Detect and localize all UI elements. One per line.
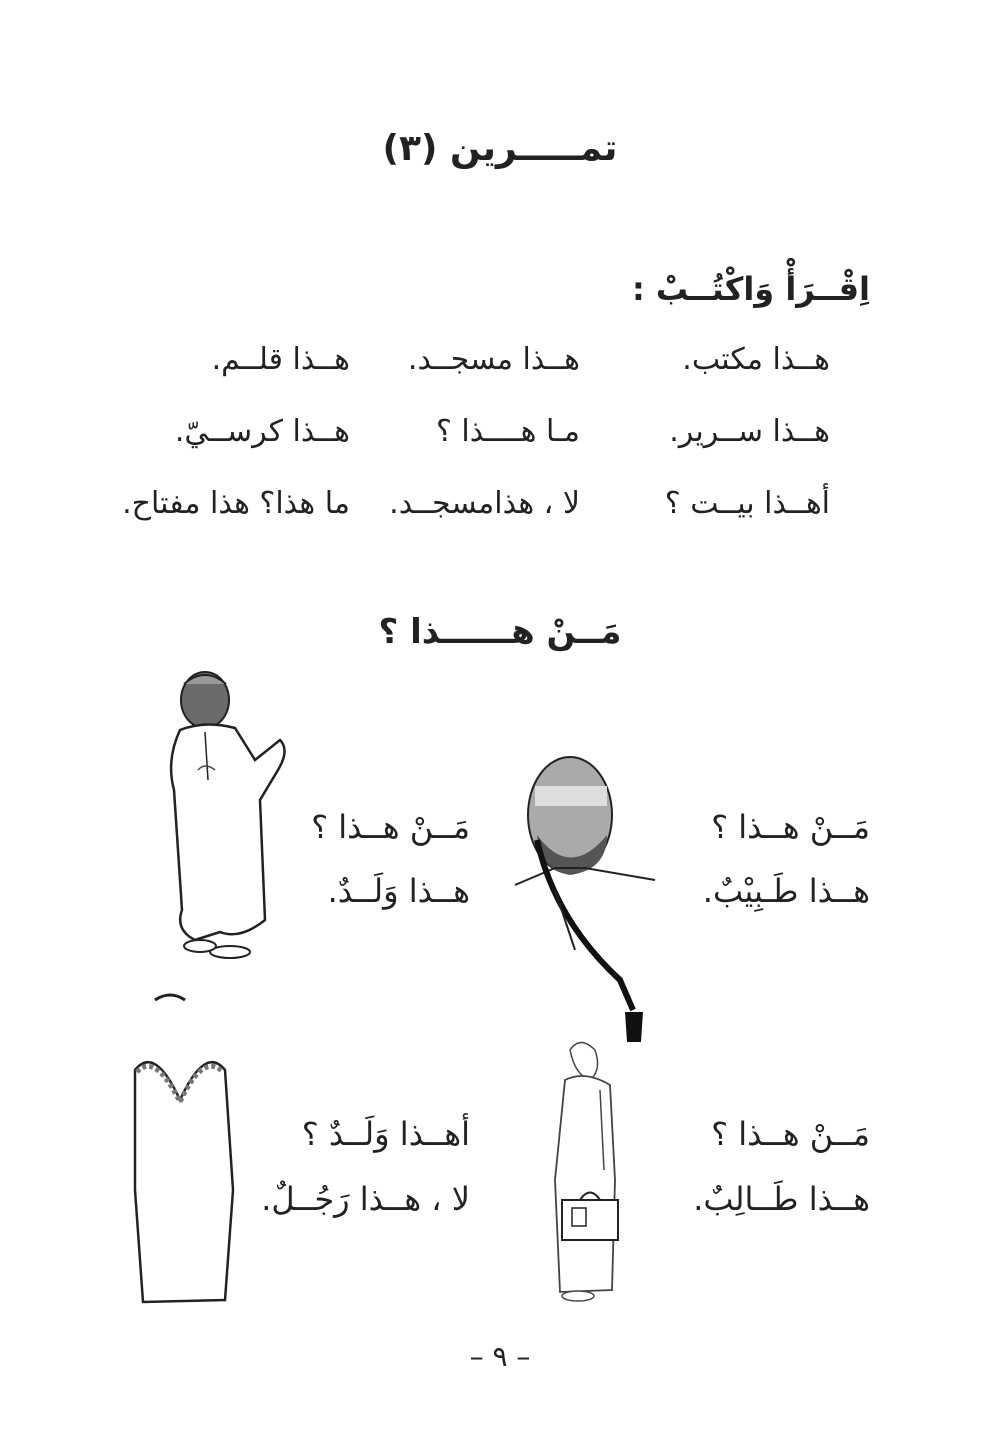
student-illustration bbox=[540, 1030, 640, 1310]
sentence-r2-c3: هــذا كرســيّ. bbox=[174, 414, 350, 449]
boy-illustration bbox=[160, 670, 300, 970]
sentence-r2-c2: مـا هــــذا ؟ bbox=[435, 414, 580, 449]
sentence-r2-c1: هــذا ســرير. bbox=[669, 414, 830, 449]
dialogue-boy-answer: هــذا وَلَــدٌ. bbox=[327, 872, 470, 910]
sentence-r3-c2: لا ، هذامسجــد. bbox=[389, 486, 580, 521]
sentence-r3-c1: أهــذا بيــت ؟ bbox=[664, 486, 830, 521]
dialogue-boy-question: مَــنْ هــذا ؟ bbox=[311, 808, 470, 846]
dialogue-man-question: أهــذا وَلَــدٌ ؟ bbox=[301, 1115, 470, 1153]
sentence-r1-c2: هــذا مسجــد. bbox=[407, 342, 580, 377]
sentence-r1-c3: هــذا قلــم. bbox=[211, 342, 350, 377]
exercise-instruction: اِقْــرَأْ وَاكْتُــبْ : bbox=[631, 270, 870, 308]
sentence-r1-c1: هــذا مكتب. bbox=[682, 342, 830, 377]
dialogue-man-answer: لا ، هــذا رَجُــلٌ. bbox=[261, 1180, 470, 1218]
page-title: تمـــــرين (٣) bbox=[382, 128, 618, 169]
section-heading: مَــنْ هــــــذا ؟ bbox=[378, 612, 622, 652]
doctor-illustration bbox=[515, 750, 665, 1050]
dialogue-student-answer: هــذا طَــالِبٌ. bbox=[693, 1180, 870, 1218]
dialogue-student-question: مَــنْ هــذا ؟ bbox=[711, 1115, 870, 1153]
page-number: – ٩ – bbox=[469, 1340, 531, 1373]
man-illustration bbox=[125, 990, 245, 1310]
sentence-r3-c3: ما هذا؟ هذا مفتاح. bbox=[122, 486, 350, 521]
dialogue-doctor-question: مَــنْ هــذا ؟ bbox=[711, 808, 870, 846]
dialogue-doctor-answer: هــذا طَـبِيْبٌ. bbox=[702, 872, 870, 910]
